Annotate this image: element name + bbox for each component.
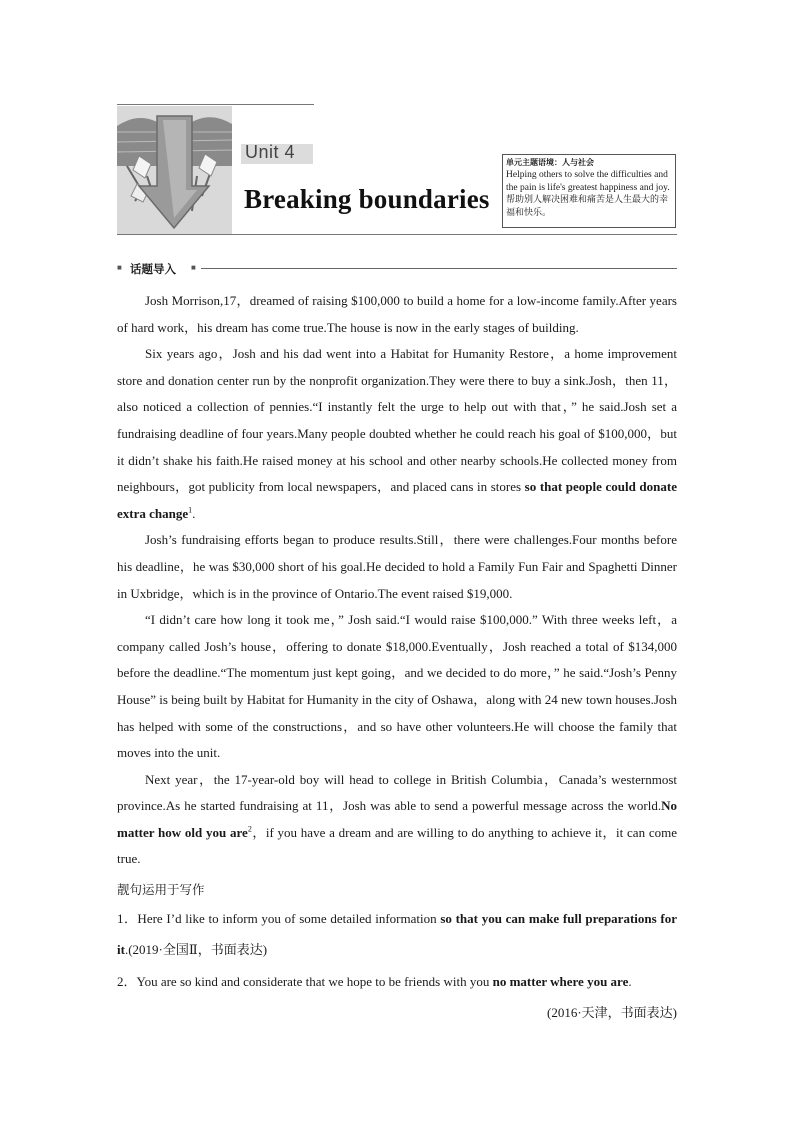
source-note: .(2019·全国Ⅱ，书面表达) [124,942,268,957]
breaking-wall-arrow-icon [117,106,232,234]
example-sentence-1: 1．Here I’d like to inform you of some detailed information so that you can make full preparations for it.(2019·全国Ⅱ，书面表达) [117,911,677,957]
header-top-rule [117,104,314,105]
unit-number: Unit 4 [245,142,296,162]
unit-title: Breaking boundaries [244,184,490,214]
highlight-phrase: so that you can make full preparations for it [117,911,677,957]
section-title: 话题导入 [130,262,176,276]
article [117,288,677,873]
highlight-phrase: No matter how old you are [117,798,677,840]
theme-box [502,154,676,228]
theme-heading: 单元主题语境：人与社会 [506,158,594,167]
theme-english: Helping others to solve the difficulties and the pain is life's greatest happiness and joy. [506,170,670,193]
source-note: (2016·天津，书面表达) [547,1005,677,1020]
header-illustration [117,106,232,234]
header-bottom-rule [117,234,677,235]
paragraph: Josh Morrison,17，dreamed of raising $100,000 to build a home for a low-income family.After years of hard work，his dream has come true.The house is now in the early stages of building. [117,293,677,335]
paragraph: Josh’s fundraising efforts began to produce results.Still，there were challenges.Four months before his deadline，he was $30,000 short of his goal.He decided to hold a Family Fun Fair and Spaghetti Dinner in Uxbridge，which is in the province of Ontario.The event raised $19,000. [117,532,677,601]
paragraph: “I didn’t care how long it took me，” Josh said.“I would raise $100,000.” With three weeks left，a company called Josh’s house，offering to donate $18,000.Eventually，Josh reached a total of $134,000 before the deadline.“The momentum just kept going，and we decided to do more，” he said.“Josh’s Penny House” is being built by Habitat for Humanity in the city of Oshawa，along with 24 new town houses.Josh has helped with some of the constructions，and so have other volunteers.He will choose the family that moves into the unit. [117,612,677,761]
footnote-mark: 2 [247,824,252,834]
footnote-mark: 1 [188,505,193,515]
writing-section-title: 靓句运用于写作 [117,882,205,897]
highlight-phrase: no matter where you are [492,974,629,989]
section-heading [117,261,677,277]
theme-chinese: 帮助别人解决困难和痛苦是人生最大的幸福和快乐。 [506,195,669,218]
paragraph: Next year，the 17-year-old boy will head to college in British Columbia，Canada’s westernmost province.As he started fundraising at 11，Josh was able to send a powerful message across the world.No matter how old you are$^2$，if you have a dream and are willing to do anything to achieve it，it can come true. [117,771,677,867]
square-bullet-icon: ■ [117,263,122,272]
highlight-phrase: so that people could donate extra change [117,479,677,521]
paragraph: Six years ago，Josh and his dad went into a Habitat for Humanity Restore，a home improvement store and donation center run by the nonprofit organization.They were there to buy a sink.Josh，then 11，also noticed a collection of pennies.“I instantly felt the urge to help out with that，” he said.Josh set a fundraising deadline of four years.Many people doubted whether he could reach his goal of $100,000，but it didn’t shake his faith.He raised money at his school and other nearby schools.He collected money from neighbours，got publicity from local newspapers，and placed cans in stores so that people could donate extra change$^1$. [117,346,677,521]
unit-header [117,104,677,236]
section-rule [201,268,677,269]
example-sentence-2: 2．You are so kind and considerate that we hope to be friends with you no matter where you are. [117,974,632,989]
square-bullet-icon: ■ [191,263,196,272]
